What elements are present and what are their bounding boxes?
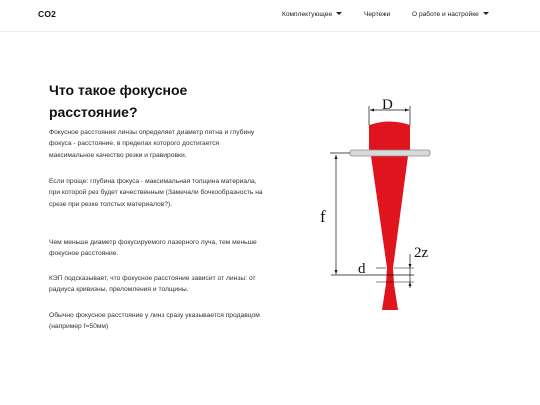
nav-item-components[interactable] — [282, 11, 342, 18]
paragraph-definition: Фокусное расстояния линзы определяет диаметр пятна и глубину фокуса - расстояние, в пределах которого достигается максимальное качество резки и гравировки. — [49, 129, 255, 159]
focal-length-diagram — [314, 92, 454, 312]
laser-beam-cone — [371, 156, 408, 310]
lens — [350, 150, 430, 156]
nav-item-components-label: Комплектующее — [282, 11, 333, 18]
top-navigation-bar — [0, 0, 540, 32]
nav-item-work-and-setup[interactable] — [412, 11, 489, 18]
depth-of-focus-label: 2z — [414, 245, 429, 261]
paragraph-lens-dependency: КЭП подсказывает, что фокусное расстояние зависит от линзы: от радиуса кривизны, преломления и толщины. — [49, 275, 256, 294]
nav-item-drawings-label: Чертежи — [364, 11, 391, 18]
nav-item-drawings[interactable] — [364, 11, 390, 18]
focal-length-diagram-svg — [314, 92, 454, 312]
nav-item-work-and-setup-label: О работе и настройке — [412, 11, 479, 18]
site-logo[interactable]: CO2 — [38, 9, 57, 19]
diameter-label: D — [382, 97, 393, 113]
paragraph-seller-info: Обычно фокусное расстояние у линз сразу указывается продавцом (например f=50мм) — [49, 312, 260, 331]
page-title: Что такое фокусное расстояние? — [49, 82, 188, 120]
focal-length-label: f — [320, 207, 326, 226]
chevron-down-icon — [336, 12, 342, 15]
paragraph-beam-diameter: Чем меньше диаметр фокусируемого лазерного луча, тем меньше фокусное расстояние. — [49, 239, 257, 258]
spot-diameter-label: d — [358, 261, 366, 277]
paragraph-simple-explanation: Если проще: глубина фокуса - максимальная толщина материала, при которой рез будет качественным (Замечали бочкообразность на срезе при резке толстых материалов?). — [49, 178, 263, 208]
chevron-down-icon — [483, 12, 489, 15]
